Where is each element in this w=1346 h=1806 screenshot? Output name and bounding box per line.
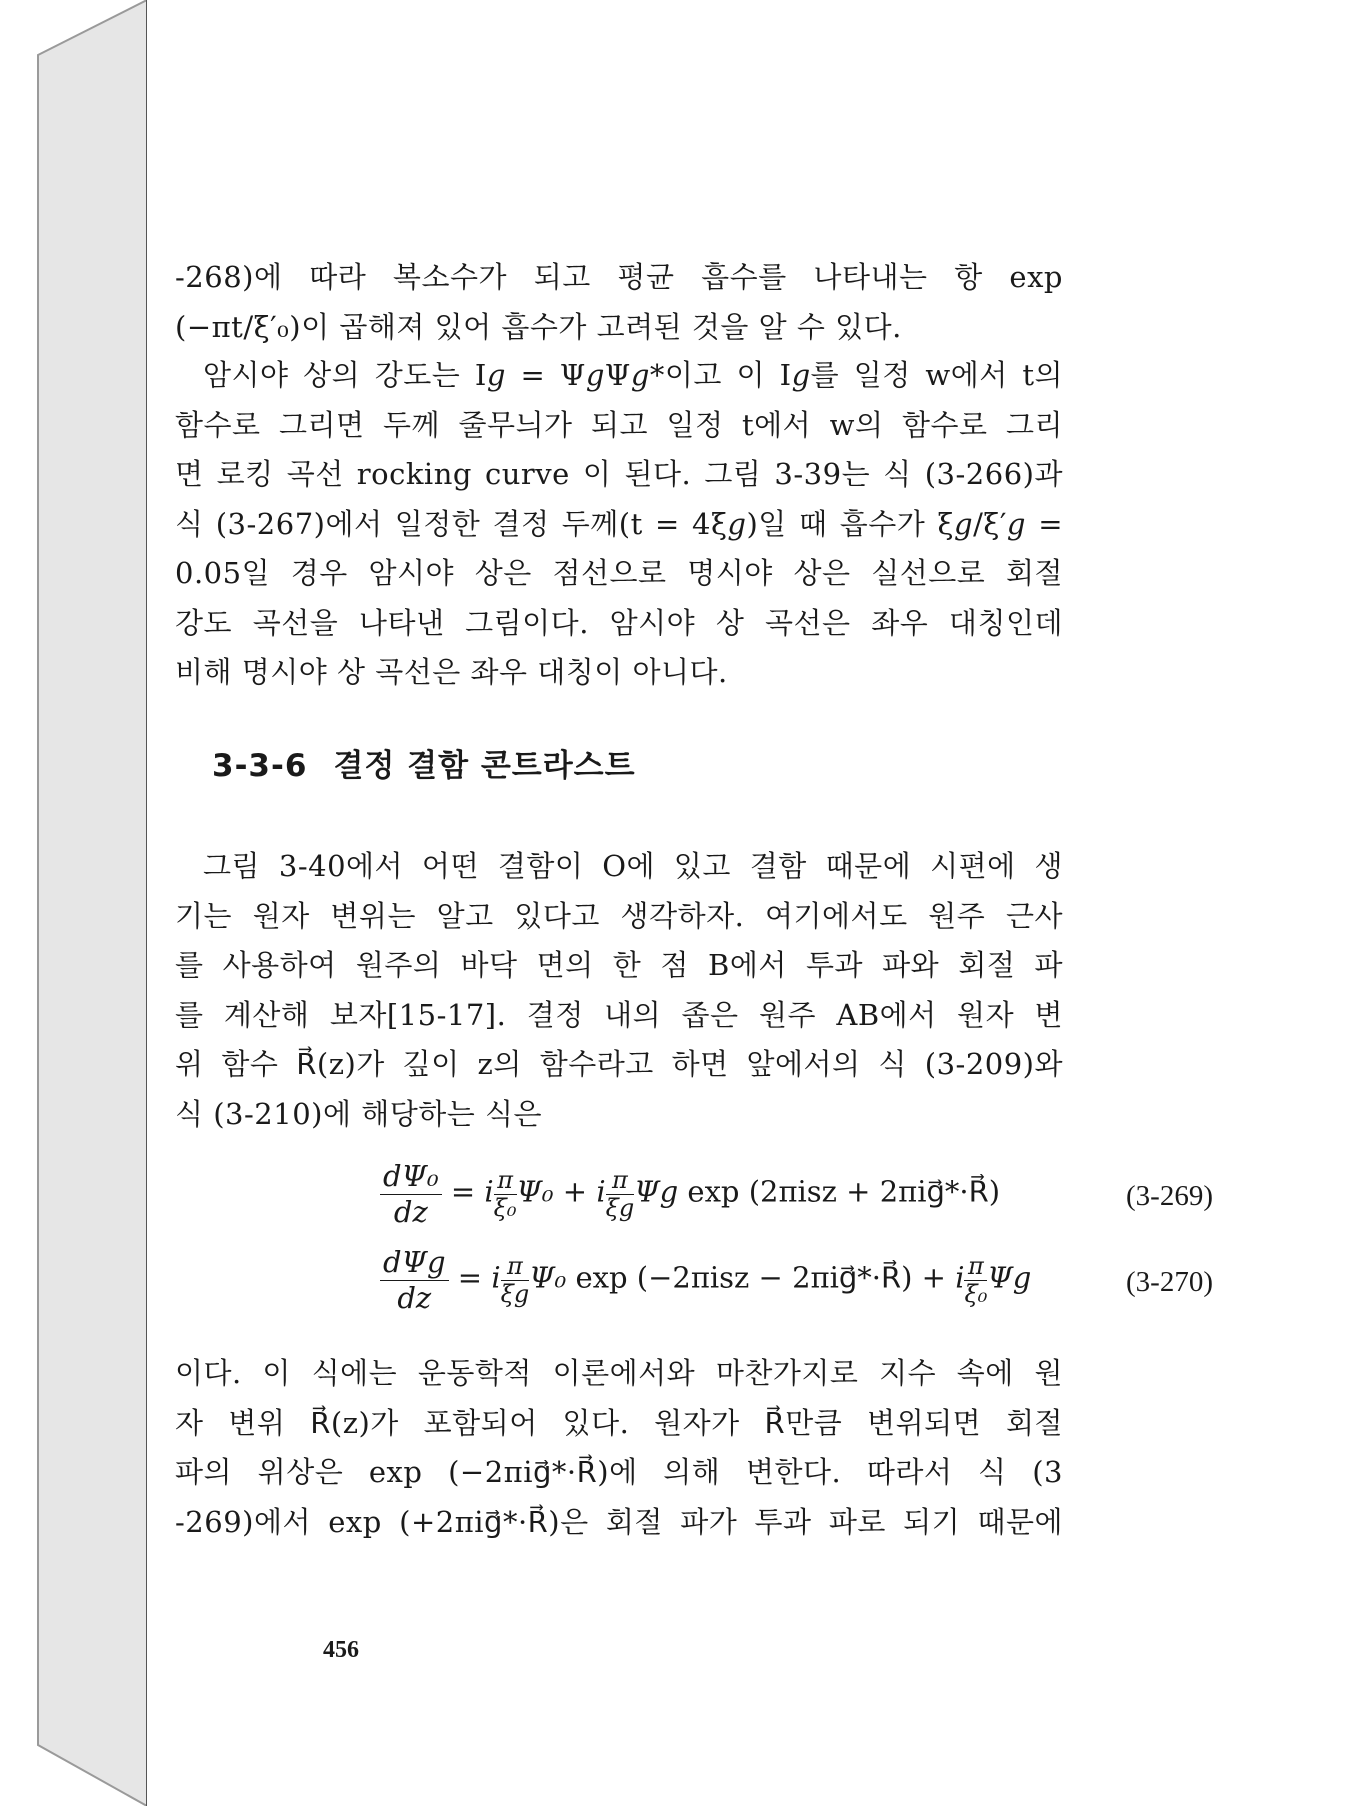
text-line: -269)에서 exp (+2πig⃗*·R⃗)은 회절 파가 투과 파로 되기 때문에 bbox=[175, 1504, 1063, 1539]
pi-over-xig bbox=[606, 1166, 635, 1221]
text-line: 자 변위 R⃗(z)가 포함되어 있다. 원자가 R⃗만큼 변위되면 회절 bbox=[175, 1405, 1063, 1440]
imaginary-unit: i bbox=[484, 1174, 494, 1209]
paragraph-intensity bbox=[175, 351, 1063, 698]
imaginary-unit: i bbox=[491, 1260, 501, 1295]
text-line: 그림 3-40에서 어떤 결함이 O에 있고 결함 때문에 시편에 생 bbox=[203, 849, 1063, 883]
numerator: π bbox=[494, 1166, 517, 1195]
text-line: 파의 위상은 exp (−2πig⃗*·R⃗)에 의해 변한다. 따라서 식 (3 bbox=[175, 1455, 1063, 1489]
denominator: ξ₀ bbox=[493, 1194, 517, 1222]
plus-sign: + bbox=[562, 1174, 588, 1209]
text-line: 면 로킹 곡선 rocking curve 이 된다. 그림 3-39는 식 (3-266)과 bbox=[175, 457, 1063, 491]
equals-sign: = bbox=[450, 1174, 476, 1209]
equation-number: (3-270) bbox=[1126, 1266, 1213, 1298]
denominator: ξ₀ bbox=[964, 1280, 988, 1308]
equals-sign: = bbox=[457, 1260, 483, 1295]
text-line: 식 (3-267)에서 일정한 결정 두께(t = 4ξ𝑔)일 때 흡수가 ξ𝑔/ξ′𝑔 = bbox=[175, 506, 1063, 541]
exp-term: exp (−2πisz − 2πig⃗*·R⃗) bbox=[575, 1260, 913, 1295]
psi0: Ψ₀ bbox=[516, 1174, 554, 1209]
numerator: π bbox=[964, 1252, 987, 1281]
section-heading bbox=[212, 744, 636, 788]
text-line: 이다. 이 식에는 운동학적 이론에서와 마찬가지로 지수 속에 원 bbox=[175, 1356, 1063, 1390]
exp-term: exp (2πisz + 2πig⃗*·R⃗) bbox=[687, 1174, 1001, 1209]
section-title: 결정 결함 콘트라스트 bbox=[333, 748, 636, 784]
section-number: 3-3-6 bbox=[212, 748, 308, 784]
text-line: (−πt/ξ′₀)이 곱해져 있어 흡수가 고려된 것을 알 수 있다. bbox=[175, 309, 902, 344]
lhs-fraction bbox=[380, 1244, 449, 1315]
text-line: 함수로 그리면 두께 줄무늬가 되고 일정 t에서 w의 함수로 그리 bbox=[175, 407, 1063, 442]
paragraph-phase bbox=[175, 1349, 1063, 1547]
pi-over-xi0 bbox=[494, 1166, 517, 1221]
pi-over-xig bbox=[501, 1252, 530, 1307]
text-line: 를 사용하여 원주의 바닥 면의 한 점 B에서 투과 파와 회절 파 bbox=[175, 948, 1063, 982]
imaginary-unit: i bbox=[955, 1260, 965, 1295]
denominator: dz bbox=[397, 1281, 432, 1315]
equation-3-270 bbox=[380, 1244, 1213, 1324]
text-line: 위 함수 R⃗(z)가 깊이 z의 함수라고 하면 앞에서의 식 (3-209)와 bbox=[175, 1047, 1063, 1081]
page-number: 456 bbox=[323, 1637, 359, 1663]
numerator: π bbox=[606, 1166, 635, 1195]
text-line: 암시야 상의 강도는 I𝑔 = Ψ𝑔Ψ𝑔*이고 이 I𝑔를 일정 w에서 t의 bbox=[203, 358, 1063, 392]
numerator: dΨ𝑔 bbox=[380, 1244, 449, 1281]
psig: Ψ𝑔 bbox=[987, 1260, 1032, 1295]
text-line: 0.05일 경우 암시야 상은 점선으로 명시야 상은 실선으로 회절 bbox=[175, 556, 1063, 590]
lhs-fraction bbox=[380, 1158, 442, 1229]
plus-sign: + bbox=[921, 1260, 946, 1295]
psi0: Ψ₀ bbox=[529, 1260, 567, 1295]
paragraph-defect-contrast bbox=[175, 842, 1063, 1139]
equation-number: (3-269) bbox=[1126, 1180, 1213, 1212]
paragraph-continuation bbox=[175, 253, 1063, 352]
equation-3-269 bbox=[380, 1158, 1213, 1238]
denominator: ξ𝑔 bbox=[605, 1194, 635, 1222]
text-line: -268)에 따라 복소수가 되고 평균 흡수를 나타내는 항 exp bbox=[175, 260, 1063, 294]
numerator: π bbox=[501, 1252, 530, 1281]
text-line: 기는 원자 변위는 알고 있다고 생각하자. 여기에서도 원주 근사 bbox=[175, 898, 1063, 933]
text-line: 를 계산해 보자[15-17]. 결정 내의 좁은 원주 AB에서 원자 변 bbox=[175, 997, 1063, 1032]
numerator: dΨ₀ bbox=[380, 1158, 442, 1195]
text-line: 강도 곡선을 나타낸 그림이다. 암시야 상 곡선은 좌우 대칭인데 bbox=[175, 605, 1063, 640]
psig: Ψ𝑔 bbox=[634, 1174, 679, 1209]
denominator: dz bbox=[393, 1195, 428, 1229]
denominator: ξ𝑔 bbox=[500, 1280, 530, 1308]
text-line: 비해 명시야 상 곡선은 좌우 대칭이 아니다. bbox=[175, 655, 728, 689]
imaginary-unit: i bbox=[596, 1174, 606, 1209]
pi-over-xi0 bbox=[964, 1252, 987, 1307]
text-line: 식 (3-210)에 해당하는 식은 bbox=[175, 1096, 542, 1131]
